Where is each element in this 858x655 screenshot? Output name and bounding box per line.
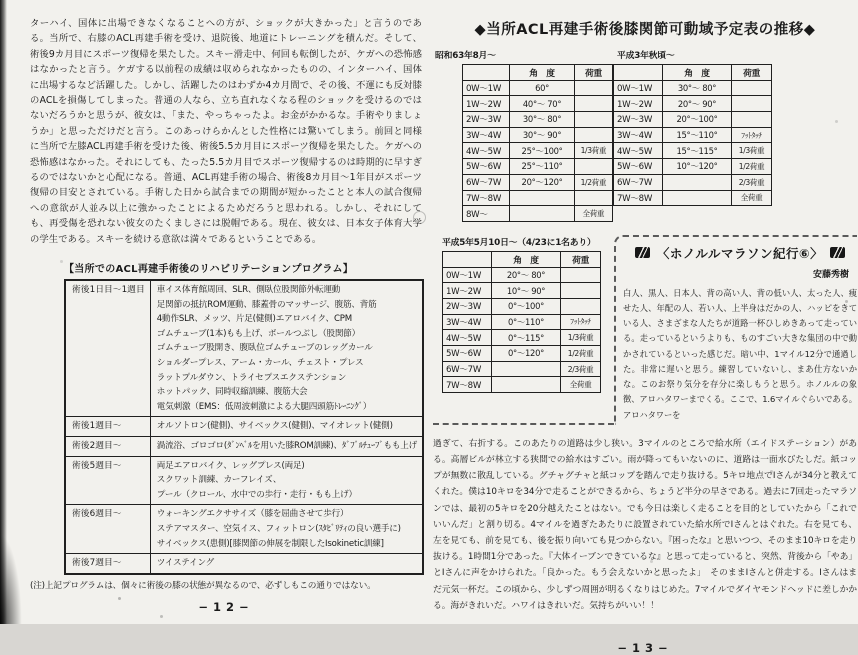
rehab-item: 両足エアロバイク、レッグプレス(両足) xyxy=(156,460,305,471)
table-row xyxy=(463,174,613,190)
table-row xyxy=(443,346,601,362)
rom-table-block-1988 xyxy=(433,48,613,222)
week-cell: 6W～7W xyxy=(463,174,510,190)
week-cell: 6W～7W xyxy=(614,174,663,190)
table-row xyxy=(65,505,423,554)
load-cell: 1/2荷重 xyxy=(561,346,601,362)
table-row xyxy=(463,206,613,222)
load-cell xyxy=(561,298,601,314)
rehab-item: ウォーキングエクササイズ（膝を屈曲させて歩行） xyxy=(156,509,349,520)
rom-table-1993 xyxy=(442,251,601,393)
header-cell-load: 荷重 xyxy=(574,65,612,81)
footnote: (注)上記プログラムは、個々に術後の膝の状態が異なるので、必ずしもこの通りではない。 xyxy=(30,580,376,591)
items-cell xyxy=(150,417,423,437)
week-cell: 2W～3W xyxy=(443,298,492,314)
table-row xyxy=(463,190,613,206)
load-cell xyxy=(574,190,612,206)
load-cell xyxy=(574,112,612,128)
angle-cell: 10°～ 90° xyxy=(492,283,561,299)
rehab-item: 電気刺激（EMS：低周波刺激による大腿四頭筋ﾄﾚｰﾆﾝｸﾞ） xyxy=(156,401,372,412)
body-paragraph: ターハイ、国体に出場できなくなることへの方が、ショックが大きかった」と言うのである。当所で、右膝のACL再建手術を受け、退院後、地道にトレーニングを積んだ。そして、術後9カ月目にスポーツ復帰を果たした。スキー滑走中、何回も転倒したが、ケガへの恐怖感はなかったと言う。ケガする以前程の成績は収められなかったものの、インターハイ、国体に出場するなど活躍した。しかし、活躍したのはわずか4カ月間で、その後、不運にも反対膝のACLを損傷してしまった。普通の人なら、立ち直れなくなる程のショックを受けるのではないだろうかと思うが、彼女は、「また、やっちゃったよ。お金がかかるな。手術やりましょうか」と思っただけだと言う。このあっけらかんとした性格には驚いてしまう。前回と同様に当所で左膝ACL再建手術を受けた後、術後5.5カ月目にスポーツ復帰を果たした。ケガへの恐怖感はなかった。それにしても、たった5.5カ月目でスポーツ復帰するのは時期的に早すぎるのではないかと心配になる。普通、ACL再建手術の場合、術後8カ月目～1年目がスポーツ復帰の目安とされている。手術した日から試合までの期間が短かったことと本人の試合復帰への意欲が人並み以上に強かったことによるためだろうと思われる。しかし、それにしても、再受傷を恐れない彼女のたくましさには脱帽である。現在、彼女は、日本女子体育大学の学生である。スキーを続ける意欲は満々であるということである。 xyxy=(30,18,422,245)
week-cell: 7W～8W xyxy=(614,190,663,206)
load-cell xyxy=(732,112,772,128)
table-row xyxy=(614,190,772,206)
load-cell xyxy=(574,159,612,175)
load-cell: 全荷重 xyxy=(574,206,612,222)
rehab-item: 4動作SLR、メッツ、片足(健側)エアロバイク、CPM xyxy=(156,314,352,325)
period-cell: 術後1週目～ xyxy=(65,417,150,437)
period-cell: 術後1日目～1週目 xyxy=(65,280,150,417)
rehab-item: ラットプルダウン、トライセプスエクステンション xyxy=(156,372,347,383)
table-row xyxy=(614,112,772,128)
table-row xyxy=(614,143,772,159)
article-title: 〈ホノルルマラソン紀行⑥〉 xyxy=(656,245,824,261)
week-cell: 0W～1W xyxy=(463,80,510,96)
rehab-item: ゴムチューブ股開き、腹臥位ゴムチューブのレッグカール xyxy=(156,343,373,354)
table-row xyxy=(463,143,613,159)
angle-cell: 0°～110° xyxy=(492,314,561,330)
table-row xyxy=(65,417,423,437)
rehab-item: 渦流浴、ゴロゴロ(ﾀﾞﾝﾍﾞﾙを用いた膝ROM訓練)、ﾀﾞﾌﾞﾙﾁｭｰﾌﾞもも上げ xyxy=(156,441,418,452)
rom-table-1991 xyxy=(613,64,772,206)
rehab-item: ツイステイング xyxy=(156,558,215,569)
items-cell xyxy=(150,554,423,574)
angle-cell xyxy=(492,361,561,377)
rehab-item: スクワット訓練、カーフレイズ、 xyxy=(156,475,282,486)
rehab-item: ホットパック、同時収縮訓練、腹筋大会 xyxy=(156,387,308,398)
angle-cell: 60° xyxy=(510,80,574,96)
rehab-item: ゴムチューブ(1本)もも上げ、ボールつぶし（股関節） xyxy=(156,328,361,339)
items-cell xyxy=(150,280,423,417)
week-cell: 3W～4W xyxy=(463,127,510,143)
load-cell: ﾌｯﾄﾀｯﾁ xyxy=(732,127,772,143)
week-cell: 1W～2W xyxy=(614,96,663,112)
angle-cell xyxy=(663,190,732,206)
angle-cell: 25°～110° xyxy=(510,159,574,175)
angle-cell: 30°～ 80° xyxy=(510,112,574,128)
rehab-item: サイベックス(患側)[膝関節の伸展を制限したIsokinetic訓練] xyxy=(156,538,384,549)
rom-table-block-1993 xyxy=(433,235,614,425)
angle-cell: 0°～100° xyxy=(492,298,561,314)
angle-cell: 20°～ 90° xyxy=(663,96,732,112)
week-cell: 5W～6W xyxy=(443,346,492,362)
table-row xyxy=(443,283,601,299)
article-title-row xyxy=(623,244,857,262)
week-cell: 4W～5W xyxy=(463,143,510,159)
table-row xyxy=(443,298,601,314)
scan-corner-shadow xyxy=(0,534,22,624)
table-row xyxy=(463,80,613,96)
load-cell: 1/3荷重 xyxy=(574,143,612,159)
table-row xyxy=(443,314,601,330)
period-cell: 術後5週目～ xyxy=(65,456,150,505)
header-cell-angle: 角 度 xyxy=(492,251,561,267)
table-row xyxy=(443,267,601,283)
week-cell: 5W～6W xyxy=(614,159,663,175)
rehab-program-table xyxy=(64,279,424,575)
header-cell xyxy=(443,251,492,267)
header-cell-load: 荷重 xyxy=(732,65,772,81)
load-cell: 2/3荷重 xyxy=(732,174,772,190)
load-cell xyxy=(561,283,601,299)
angle-cell: 0°～120° xyxy=(492,346,561,362)
header-cell xyxy=(463,65,510,81)
load-cell xyxy=(561,267,601,283)
angle-cell: 20°～ 80° xyxy=(492,267,561,283)
table-row xyxy=(65,437,423,457)
items-cell xyxy=(150,437,423,457)
period-cell: 術後7週目～ xyxy=(65,554,150,574)
table-header-row xyxy=(614,65,772,81)
marathon-article-box xyxy=(614,235,857,425)
page-number-13: −13− xyxy=(617,640,673,655)
week-cell: 3W～4W xyxy=(614,127,663,143)
page-12 xyxy=(30,16,422,614)
week-cell: 3W～4W xyxy=(443,314,492,330)
rom-tables-row xyxy=(433,48,857,222)
week-cell: 7W～8W xyxy=(463,190,510,206)
table-caption: 平成5年5月10日～（4/23に1名あり） xyxy=(442,237,596,248)
load-cell xyxy=(574,127,612,143)
items-cell xyxy=(150,505,423,554)
table-row xyxy=(614,127,772,143)
period-cell: 術後6週目～ xyxy=(65,505,150,554)
week-cell: 5W～6W xyxy=(463,159,510,175)
load-cell xyxy=(574,80,612,96)
page-13 xyxy=(433,14,857,655)
header-cell-angle: 角 度 xyxy=(663,65,732,81)
week-cell: 8W～ xyxy=(463,206,510,222)
week-cell: 0W～1W xyxy=(614,80,663,96)
week-cell: 2W～3W xyxy=(463,112,510,128)
angle-cell: 15°～110° xyxy=(663,127,732,143)
angle-cell: 30°～ 80° xyxy=(663,80,732,96)
table-row xyxy=(614,96,772,112)
week-cell: 1W～2W xyxy=(463,96,510,112)
page-number-12: −12− xyxy=(198,599,254,614)
table-row xyxy=(443,330,601,346)
rehab-item: プール（クロール、水中での歩行・走行・もも上げ） xyxy=(156,489,357,500)
angle-cell: 20°～120° xyxy=(510,174,574,190)
rehab-item: 足関節の抵抗ROM運動、膝蓋骨のマッサージ、腹筋、背筋 xyxy=(156,299,377,310)
angle-cell: 0°～115° xyxy=(492,330,561,346)
paper-specks xyxy=(0,0,3,3)
header-cell-load: 荷重 xyxy=(561,251,601,267)
load-cell xyxy=(732,80,772,96)
week-cell: 0W～1W xyxy=(443,267,492,283)
table-row xyxy=(614,80,772,96)
rom-table-1988 xyxy=(462,64,613,222)
load-cell: 全荷重 xyxy=(561,377,601,393)
angle-cell: 40°～ 70° xyxy=(510,96,574,112)
table-row xyxy=(65,280,423,417)
rehab-item: ステアマスター、空気イス、フィットロン(ｽﾀﾋﾞﾘﾃｨの良い選手に) xyxy=(156,524,401,534)
rehab-item: オルソトロン(健側)、サイベックス(健側)、マイオレット(健側) xyxy=(156,421,393,432)
load-cell: 1/2荷重 xyxy=(732,159,772,175)
table-row xyxy=(65,456,423,505)
table-header-row xyxy=(443,251,601,267)
week-cell: 4W～5W xyxy=(443,330,492,346)
rehab-item: 車イス体育館周回、SLR、側臥位股関節外転運動 xyxy=(156,285,341,296)
header-cell-angle: 角 度 xyxy=(510,65,574,81)
runner-stamp-icon xyxy=(635,247,650,258)
load-cell: 1/3荷重 xyxy=(561,330,601,346)
load-cell: ﾌｯﾄﾀｯﾁ xyxy=(561,314,601,330)
table-row xyxy=(463,159,613,175)
angle-cell: 15°～115° xyxy=(663,143,732,159)
load-cell xyxy=(732,96,772,112)
article-column-text: 白人、黒人、日本人、背の高い人、背の低い人、太った人、痩せた人、年配の人、若い人、上半身はだかの人、ハッピをきている人、さまざまな人たちが道路一杯ひしめきあって走っている。走っているというよりも、ものすごい大きな集団の中で動かされているといった感じだ。暗い中、1マイル12分で通過した。非常に遅いと思う。練習していないし、まあ仕方ないかな。このお祭り気分を存分に楽しもうと思う。ホノルルの象徴、アロハタワーまでくる。ここで、1.6マイルぐらいである。アロハタワーを xyxy=(623,287,857,420)
table-header-row xyxy=(463,65,613,81)
table-row xyxy=(614,174,772,190)
table-caption: 昭和63年8月～ xyxy=(435,51,496,61)
items-cell xyxy=(150,456,423,505)
angle-cell xyxy=(510,190,574,206)
load-cell: 全荷重 xyxy=(732,190,772,206)
angle-cell: 25°～100° xyxy=(510,143,574,159)
angle-cell xyxy=(492,377,561,393)
table-caption: 平成3年秋頃～ xyxy=(617,51,675,61)
angle-cell: 30°～ 90° xyxy=(510,127,574,143)
week-cell: 2W～3W xyxy=(614,112,663,128)
load-cell: 1/2荷重 xyxy=(574,174,612,190)
angle-cell: 10°～120° xyxy=(663,159,732,175)
load-cell xyxy=(574,96,612,112)
middle-section xyxy=(433,235,857,425)
header-cell xyxy=(614,65,663,81)
table-row xyxy=(463,112,613,128)
angle-cell: 20°～100° xyxy=(663,112,732,128)
week-cell: 7W～8W xyxy=(443,377,492,393)
table-row xyxy=(443,377,601,393)
angle-cell xyxy=(510,206,574,222)
page-title: ◆当所ACL再建手術後膝関節可動域予定表の推移◆ xyxy=(474,22,816,38)
week-cell: 1W～2W xyxy=(443,283,492,299)
load-cell: 1/3荷重 xyxy=(732,143,772,159)
rom-table-block-1991 xyxy=(613,48,857,222)
week-cell: 6W～7W xyxy=(443,361,492,377)
article-author: 安藤秀樹 xyxy=(812,269,849,280)
load-cell: 2/3荷重 xyxy=(561,361,601,377)
rehab-program-heading: 【当所でのACL再建手術後のリハビリテーションプログラム】 xyxy=(64,264,354,276)
table-row xyxy=(443,361,601,377)
runner-stamp-icon xyxy=(830,247,845,258)
table-row xyxy=(65,554,423,574)
table-row xyxy=(614,159,772,175)
article-fullwidth-text: 過ぎて、右折する。このあたりの道路は少し狭い。3マイルのところで給水所（エイドステーション）がある。高層ビルが林立する狭間での給水はすごい。雨が降ってもいないのに、道路は一面水びたしだ。紙コップが無数に散乱している。グチャグチャと紙コップを踏んで走り抜ける。5キロ地点でIさんが34分と教えてくれた。僕は10キロを34分で走ることができるから、ちょうど半分の早さである。過去に7回走ったマラソンでは、最初の5キロを20分越えたことはない。でも今日は楽しく走ることを目的としていたから「これでいいんだ」と割り切る。4マイルを過ぎたあたりに設置されていた給水所でIさんとはぐれた。右を見ても、左を見ても、前を見ても、後を振り向いても見つからない。『困ったな』と思いつつ、そのまま10キロを走り抜ける。1時間1分であった。『大体イーブンできているな』と思って走っていると、突然、背後から「やあ」とIさんに声をかけられた。「良かった。もう会えないかと思ったよ」 そのままIさんと併走する。Iさんはまだ元気一杯だ。この頃から、少しずつ周囲が明るくなりはじめた。7マイルでダイヤモンドヘッドに差しかかる。海がきれいだ。ハワイはきれいだ。気持ちがいい！！ xyxy=(433,438,857,611)
period-cell: 術後2週目～ xyxy=(65,437,150,457)
week-cell: 4W～5W xyxy=(614,143,663,159)
scan-edge-shadow xyxy=(0,0,7,624)
angle-cell xyxy=(663,174,732,190)
table-row xyxy=(463,96,613,112)
rehab-item: ショルダープレス、アーム・カール、チェスト・プレス xyxy=(156,358,364,369)
table-row xyxy=(463,127,613,143)
